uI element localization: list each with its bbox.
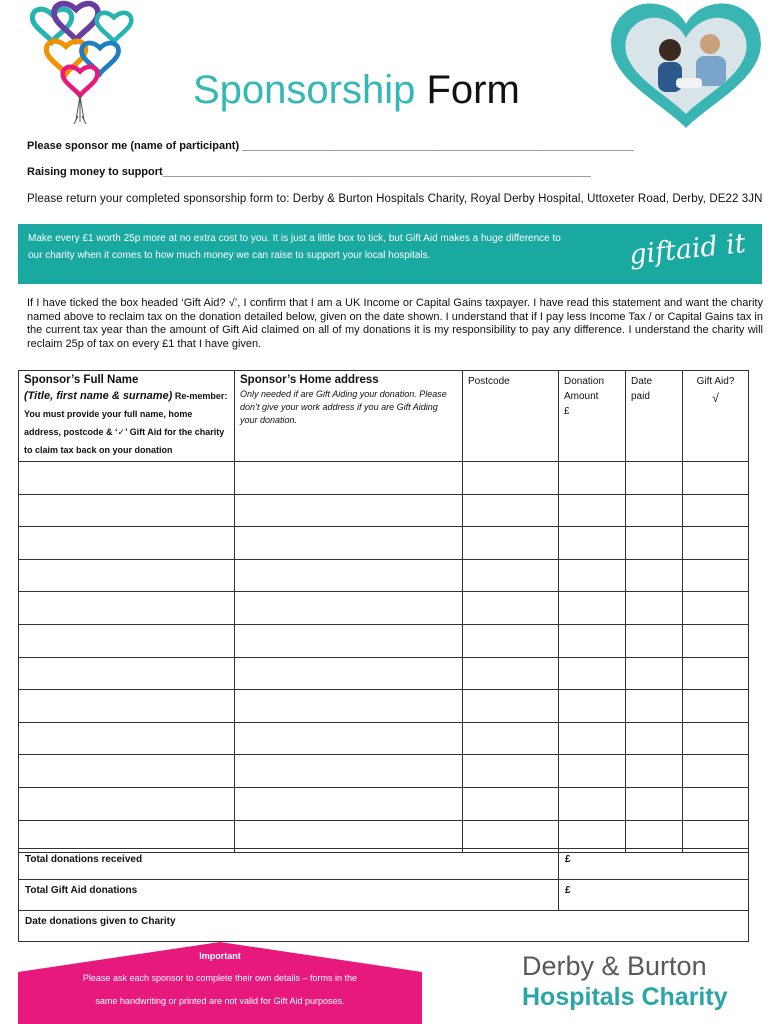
important-line1: Please ask each sponsor to complete their own details – forms in the	[82, 973, 358, 983]
header-full-name	[19, 371, 235, 462]
gift-aid-cell[interactable]	[683, 755, 749, 788]
amount-cell[interactable]	[559, 624, 626, 657]
charity-name-line1: Derby & Burton	[522, 951, 707, 981]
date-cell[interactable]	[626, 592, 683, 625]
amount-cell[interactable]	[559, 559, 626, 592]
postcode-cell[interactable]	[463, 624, 559, 657]
gift-aid-cell[interactable]	[683, 624, 749, 657]
gift-aid-cell[interactable]	[683, 592, 749, 625]
date-cell[interactable]	[626, 527, 683, 560]
postcode-cell[interactable]	[463, 755, 559, 788]
header-gift-aid	[683, 371, 749, 462]
gift-aid-cell[interactable]	[683, 462, 749, 495]
postcode-cell[interactable]	[463, 787, 559, 820]
name-cell[interactable]	[19, 690, 235, 723]
gift-aid-banner	[18, 224, 762, 284]
name-cell[interactable]	[19, 462, 235, 495]
name-cell[interactable]	[19, 527, 235, 560]
header-donation-amount	[559, 371, 626, 462]
sponsor-row	[19, 690, 749, 723]
header-full-name-sub: (Title, first name & surname)	[24, 390, 173, 402]
address-cell[interactable]	[235, 559, 463, 592]
header-gift-aid-label: Gift Aid?	[696, 376, 735, 387]
important-title: Important	[199, 951, 241, 961]
name-cell[interactable]	[19, 755, 235, 788]
sponsor-row	[19, 527, 749, 560]
amount-cell[interactable]	[559, 592, 626, 625]
date-cell[interactable]	[626, 755, 683, 788]
name-cell[interactable]	[19, 494, 235, 527]
amount-cell[interactable]	[559, 722, 626, 755]
date-cell[interactable]	[626, 722, 683, 755]
totals-table	[18, 848, 749, 942]
postcode-cell[interactable]	[463, 559, 559, 592]
amount-cell[interactable]	[559, 494, 626, 527]
date-cell[interactable]	[626, 462, 683, 495]
name-cell[interactable]	[19, 657, 235, 690]
date-cell[interactable]	[626, 787, 683, 820]
gift-aid-banner-text: Make every £1 worth 25p more at no extra cost to you. It is just a little box to tick, but Gift Aid makes a huge difference to our charity when it comes to how much money we can raise to support your local hospitals.	[28, 233, 561, 261]
participant-name-field[interactable]: Please sponsor me (name of participant) ________________________________________________________________	[27, 140, 634, 152]
amount-cell[interactable]	[559, 690, 626, 723]
address-cell[interactable]	[235, 624, 463, 657]
postcode-cell[interactable]	[463, 657, 559, 690]
header-home-address	[235, 371, 463, 462]
address-cell[interactable]	[235, 787, 463, 820]
total-donations-value[interactable]: £	[559, 849, 749, 880]
gift-aid-logo: giftaid it	[627, 227, 748, 272]
raising-money-field[interactable]: Raising money to support______________________________________________________________________	[27, 166, 591, 178]
return-address-text: Please return your completed sponsorship form to: Derby & Burton Hospitals Charity, Royal Derby Hospital, Uttoxeter Road, Derby, DE22 3JN	[27, 193, 763, 205]
important-line2: same handwriting or printed are not valid for Gift Aid purposes.	[95, 996, 345, 1006]
header-donation-line3: £	[564, 406, 570, 417]
name-cell[interactable]	[19, 559, 235, 592]
amount-cell[interactable]	[559, 462, 626, 495]
sponsor-row	[19, 462, 749, 495]
date-cell[interactable]	[626, 494, 683, 527]
name-cell[interactable]	[19, 722, 235, 755]
date-cell[interactable]	[626, 559, 683, 592]
address-cell[interactable]	[235, 494, 463, 527]
amount-cell[interactable]	[559, 755, 626, 788]
sponsor-row	[19, 722, 749, 755]
title-form: Form	[426, 68, 520, 112]
heart-balloons-logo	[14, 0, 144, 132]
amount-cell[interactable]	[559, 527, 626, 560]
gift-aid-cell[interactable]	[683, 494, 749, 527]
sponsor-row	[19, 657, 749, 690]
gift-aid-declaration: If I have ticked the box headed ‘Gift Aid? √’, I confirm that I am a UK Income or Capital Gains taxpayer. I have read this statement and want the charity named above to reclaim tax on the donation detailed below, given on the date shown. I understand that if I pay less Income Tax / or Capital Gains tax in the current tax year than the amount of Gift Aid claimed on all of my donations it is my responsibility to pay any difference. I understand the charity will reclaim 25p of tax on every £1 that I have given.	[27, 297, 763, 351]
header-donation-line2: Amount	[564, 391, 599, 402]
header-home-address-note: Only needed if are Gift Aiding your donation. Please don’t give your work address if you are Gift Aiding your donation.	[240, 389, 447, 425]
amount-cell[interactable]	[559, 657, 626, 690]
date-cell[interactable]	[626, 657, 683, 690]
date-cell[interactable]	[626, 690, 683, 723]
sponsor-row	[19, 559, 749, 592]
sponsor-row	[19, 592, 749, 625]
gift-aid-cell[interactable]	[683, 559, 749, 592]
header-date-line2: paid	[631, 391, 650, 402]
header-postcode-label: Postcode	[468, 376, 510, 387]
address-cell[interactable]	[235, 462, 463, 495]
gift-aid-cell[interactable]	[683, 527, 749, 560]
postcode-cell[interactable]	[463, 722, 559, 755]
header-date-line1: Date	[631, 376, 653, 387]
total-donations-label: Total donations received	[19, 849, 559, 880]
postcode-cell[interactable]	[463, 494, 559, 527]
date-donations-given[interactable]: Date donations given to Charity	[19, 911, 749, 942]
gift-aid-cell[interactable]	[683, 787, 749, 820]
gift-aid-cell[interactable]	[683, 657, 749, 690]
page-title	[193, 66, 520, 114]
address-cell[interactable]	[235, 722, 463, 755]
title-sponsorship: Sponsorship	[193, 68, 416, 112]
date-cell[interactable]	[626, 624, 683, 657]
total-gift-aid-label: Total Gift Aid donations	[19, 880, 559, 911]
postcode-cell[interactable]	[463, 690, 559, 723]
address-cell[interactable]	[235, 657, 463, 690]
header-full-name-title: Sponsor’s Full Name	[24, 374, 139, 386]
gift-aid-cell[interactable]	[683, 690, 749, 723]
amount-cell[interactable]	[559, 787, 626, 820]
header-postcode	[463, 371, 559, 462]
charity-logo	[522, 950, 728, 1012]
name-cell[interactable]	[19, 787, 235, 820]
photo-heart-image	[606, 0, 766, 130]
sponsor-row	[19, 494, 749, 527]
total-gift-aid-value[interactable]: £	[559, 880, 749, 911]
address-cell[interactable]	[235, 527, 463, 560]
postcode-cell[interactable]	[463, 462, 559, 495]
sponsor-row	[19, 787, 749, 820]
header-home-address-title: Sponsor’s Home address	[240, 374, 379, 386]
charity-name-line2: Hospitals Charity	[522, 983, 728, 1011]
sponsor-row	[19, 624, 749, 657]
gift-aid-cell[interactable]	[683, 722, 749, 755]
header-donation-line1: Donation	[564, 376, 605, 387]
name-cell[interactable]	[19, 624, 235, 657]
name-cell[interactable]	[19, 592, 235, 625]
important-notice	[18, 942, 422, 1024]
header-date-paid	[626, 371, 683, 462]
address-cell[interactable]	[235, 592, 463, 625]
header-full-name-note: Re-member: You must provide your full name, home address, postcode & ‘✓’ Gift Aid for the charity to claim tax back on your donation	[24, 391, 228, 455]
sponsor-row	[19, 755, 749, 788]
header-gift-aid-tick: √	[712, 391, 719, 405]
address-cell[interactable]	[235, 755, 463, 788]
address-cell[interactable]	[235, 690, 463, 723]
postcode-cell[interactable]	[463, 527, 559, 560]
sponsor-table	[18, 370, 749, 853]
postcode-cell[interactable]	[463, 592, 559, 625]
